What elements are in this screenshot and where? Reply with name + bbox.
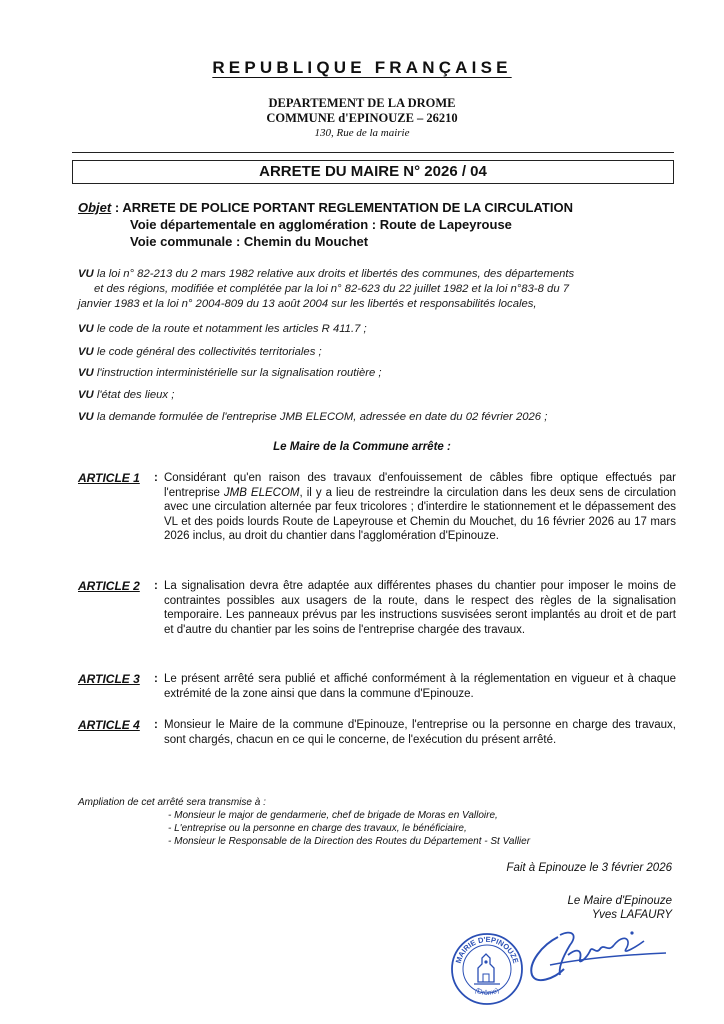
commune-name: COMMUNE d'EPINOUZE – 26210: [266, 111, 458, 125]
department-name: DEPARTEMENT DE LA DROME: [268, 96, 456, 110]
ampliation-item: - Monsieur le Responsable de la Direction des Routes du Département - St Vallier: [168, 836, 531, 848]
ampliation-item: - L'entreprise ou la personne en charge des travaux, le bénéficiaire,: [168, 823, 467, 835]
document-page: REPUBLIQUE FRANÇAISE DEPARTEMENT DE LA DROME COMMUNE d'EPINOUZE – 26210 130, Rue de la mairie ARRETE DU MAIRE N° 2026 / 04 Objet : ARRETE DE POLICE PORTANT REGLEMENTATION DE LA CIRCULATION Voie départementale en agglomération : Route de Lapeyrouse Voie communale : Chemin du Mouchet VU la loi n° 82-213 du 2 mars 1982 relative aux droits et libertés des communes, des départements et des régions, modifiée et complétée par la loi n° 82-623 du 22 juillet 1982 et la loi n°83-8 du 7 janvier 1983 et la loi n° 2004-809 du 13 août 2004 sur les libertés et responsabilités locales, VU le code de la route et notamment les articles R 411.7 ; VU le code général des collectivités territoriales ; VU l'instruction interministérielle sur la signalisation routière ; VU l'état des lieux ; VU la demande formulée de l'entreprise JMB ELECOM, adressée en date du 02 février 2026 ; Le Maire de la Commune arrête : ARTICLE 1 : Considérant qu'en raison des travaux d'enfouissement de câbles fibre optique effectués par l'entreprise JMB ELECOM, il y a lieu de restreindre la circulation dans les deux sens de circulation avec une circulation alternée par feux tricolores ; d'interdire le stationnement et le dépassement des VL et des poids lourds Route de Lapeyrouse et Chemin du Mouchet, du 16 février 2026 au 17 mars 2026 inclus, au droit du chantier dans l'agglomération d'Epinouze. ARTICLE 2 : La signalisation devra être adaptée aux différentes phases du chantier pour imposer le moins de contraintes possibles aux usagers de la route, dans le respect des règles de la signalisation temporaire. Les panneaux prévus par les instructions susvisées seront implantés au droit et de part et d'autre du chantier par les soins de l'entreprise chargée des travaux. ARTICLE 3 : Le présent arrêté sera publié et affiché conformément à la réglementation en vigueur et à chaque extrémité de la zone ainsi que dans la commune d'Epinouze. ARTICLE 4 : Monsieur le Maire de la commune d'Epinouze, l'entreprise ou la personne en charge des travaux, sont chargés, chacun en ce qui le concerne, de l'exécution du présent arrêté. Ampliation de cet arrêté sera transmise à : - Monsieur le major de gendarmerie, chef de brigade de Moras en Valloire, - L'entreprise ou la personne en charge des travaux, le bénéficiaire, - Monsieur le Responsable de la Direction des Routes du Département - St Vallier Fait à Epinouze le 3 février 2026 Le Maire d'Epinouze Yves LAFAURY MAIRIE D'EPINOUZE (Drôme): [0, 0, 724, 1024]
arrete-title: ARRETE DU MAIRE N° 2026 / 04: [72, 160, 674, 184]
objet-line-1: ARRETE DE POLICE PORTANT REGLEMENTATION DE LA CIRCULATION: [122, 200, 573, 215]
signatory-name: Yves LAFAURY: [591, 909, 672, 921]
svg-text:MAIRIE D'EPINOUZE: MAIRIE D'EPINOUZE: [453, 934, 521, 965]
ampliation-item: - Monsieur le major de gendarmerie, chef de brigade de Moras en Valloire,: [168, 810, 498, 821]
signatory-role: Le Maire d'Epinouze: [567, 895, 672, 907]
mairie-seal-icon: [450, 932, 524, 1006]
article-3-text: Le présent arrêté sera publié et affiché conformément à la réglementation en vigueur et à chaque extrémité de la zone ainsi que dans la commune d'Epinouze.: [164, 673, 676, 700]
separator-line: [72, 152, 674, 153]
ampliation-intro: Ampliation de cet arrêté sera transmise à :: [78, 797, 266, 808]
republic-heading: REPUBLIQUE FRANÇAISE: [212, 58, 512, 77]
objet-block: Objet : ARRETE DE POLICE PORTANT REGLEMENTATION DE LA CIRCULATION Voie départementale en agglomération : Route de Lapeyrouse Voie communale : Chemin du Mouchet: [78, 200, 573, 249]
article-1-label: ARTICLE 1: [78, 471, 140, 485]
vu-item-6: VU la demande formulée de l'entreprise JMB ELECOM, adressée en date du 02 février 2026 ;: [78, 411, 548, 423]
objet-label: Objet: [78, 200, 112, 215]
vu-item-1: VU la loi n° 82-213 du 2 mars 1982 relative aux droits et libertés des communes, des départements et des régions, modifiée et complétée par la loi n° 82-623 du 22 juillet 1982 et la loi n°83-8 du 7 janvier 1983 et la loi n° 2004-809 du 13 août 2004 sur les libertés et responsabilités locales,: [78, 268, 575, 310]
vu-item-5: VU l'état des lieux ;: [78, 389, 175, 401]
vu-item-3: VU le code général des collectivités territoriales ;: [78, 346, 322, 358]
mayor-signature-icon: [520, 915, 670, 990]
maire-arrete-heading: Le Maire de la Commune arrête :: [273, 441, 451, 453]
vu-item-2: VU le code de la route et notamment les articles R 411.7 ;: [78, 323, 367, 335]
article-4-label: ARTICLE 4: [78, 718, 140, 732]
article-1-text: Considérant qu'en raison des travaux d'enfouissement de câbles fibre optique effectués par l'entreprise JMB ELECOM, il y a lieu de restreindre la circulation dans les deux sens de circulation avec une circulation alternée par feux tricolores ; d'interdire le stationnement et le dépassement des VL et des poids lourds Route de Lapeyrouse et Chemin du Mouchet, du 16 février 2026 au 17 mars 2026 inclus, au droit du chantier dans l'agglomération d'Epinouze.: [164, 472, 676, 543]
mairie-address: 130, Rue de la mairie: [314, 127, 410, 139]
vu-item-4: VU l'instruction interministérielle sur la signalisation routière ;: [78, 367, 382, 379]
article-2-text: La signalisation devra être adaptée aux différentes phases du chantier pour imposer le moins de contraintes possibles aux usagers de la route, dans le respect des règles de la signalisation temporaire. Les panneaux prévus par les instructions susvisées seront implantés au droit et de part et d'autre du chantier par les soins de l'entreprise chargée des travaux.: [164, 580, 676, 636]
svg-text:(Drôme): (Drôme): [473, 987, 501, 998]
article-3-label: ARTICLE 3: [78, 672, 140, 686]
objet-line-3: Voie communale : Chemin du Mouchet: [130, 234, 369, 249]
objet-line-2: Voie départementale en agglomération : Route de Lapeyrouse: [130, 217, 512, 232]
place-date: Fait à Epinouze le 3 février 2026: [506, 862, 672, 874]
article-2-label: ARTICLE 2: [78, 579, 140, 593]
article-4-text: Monsieur le Maire de la commune d'Epinouze, l'entreprise ou la personne en charge des travaux, sont chargés, chacun en ce qui le concerne, de l'exécution du présent arrêté.: [164, 719, 676, 746]
ampliation-list: [168, 809, 530, 849]
